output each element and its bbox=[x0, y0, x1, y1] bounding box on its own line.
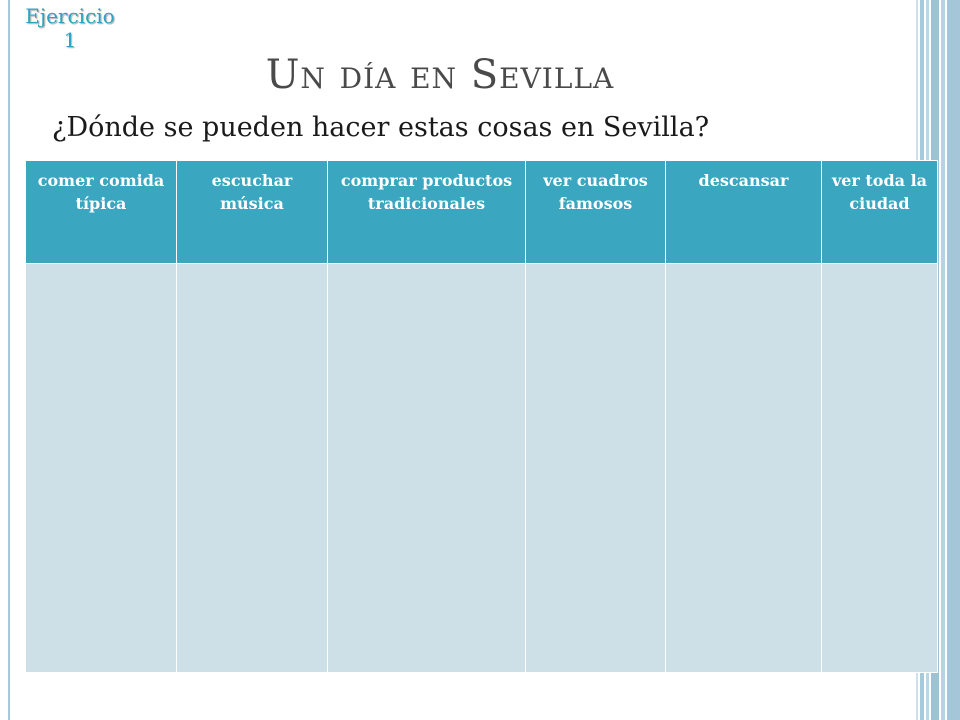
header-ver-cuadros: ver cuadros famosos bbox=[526, 161, 666, 264]
table-header-row bbox=[26, 161, 938, 264]
answer-cell-escuchar[interactable] bbox=[177, 264, 328, 673]
question-text: ¿Dónde se pueden hacer estas cosas en Sevilla? bbox=[52, 112, 710, 143]
answer-cell-ver-cuadros[interactable] bbox=[526, 264, 666, 673]
header-comer-comida-tipica: comer comida típica bbox=[26, 161, 177, 264]
page-title: Un día en Sevilla bbox=[265, 52, 615, 98]
header-descansar: descansar bbox=[666, 161, 822, 264]
answer-cell-comer[interactable] bbox=[26, 264, 177, 673]
answer-cell-descansar[interactable] bbox=[666, 264, 822, 673]
exercise-badge-number: 1 bbox=[63, 28, 77, 52]
table-row bbox=[26, 264, 938, 673]
answer-cell-ver-ciudad[interactable] bbox=[822, 264, 938, 673]
header-comprar-productos: comprar productos tradicionales bbox=[328, 161, 526, 264]
exercise-badge bbox=[14, 4, 126, 52]
exercise-badge-label: Ejercicio bbox=[25, 4, 115, 28]
header-escuchar-musica: escuchar música bbox=[177, 161, 328, 264]
left-frame-line bbox=[8, 0, 10, 720]
answer-cell-comprar[interactable] bbox=[328, 264, 526, 673]
stripe bbox=[941, 0, 945, 720]
stripe bbox=[947, 0, 960, 720]
header-ver-ciudad: ver toda la ciudad bbox=[822, 161, 938, 264]
activities-table bbox=[25, 160, 938, 673]
